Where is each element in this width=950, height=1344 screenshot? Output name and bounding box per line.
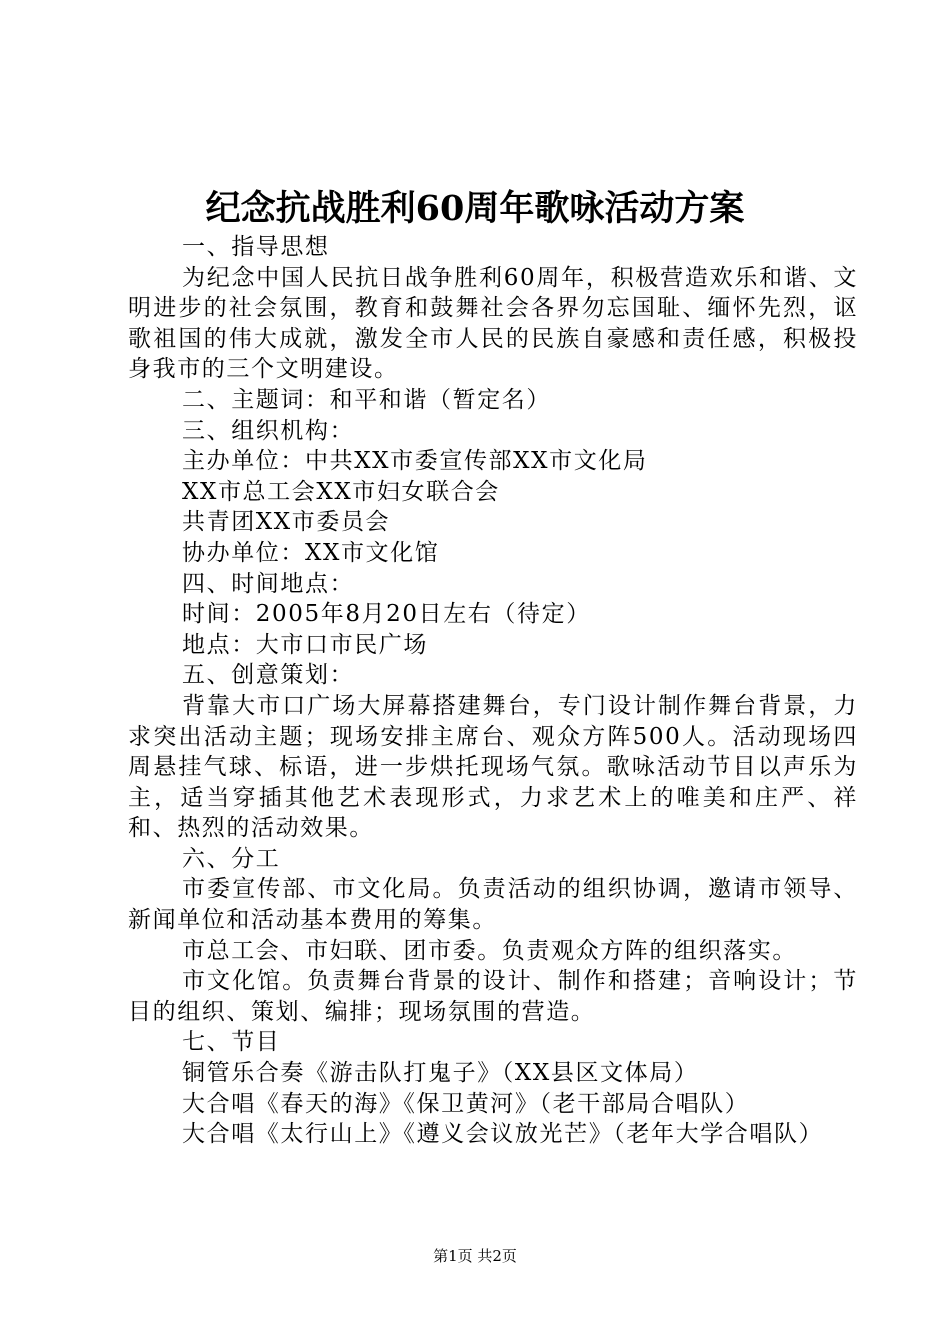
paragraph-guiding-thought: 为纪念中国人民抗日战争胜利60周年，积极营造欢乐和谐、文明进步的社会氛围，教育和鼓舞社会各界勿忘国耻、缅怀先烈，讴歌祖国的伟大成就，激发全市人民的民族自豪感和责任感，积极投身我市的三个文明建设。	[128, 264, 858, 383]
section-heading-time-place: 四、时间地点：	[182, 570, 355, 597]
paragraph-division-union: 市总工会、市妇联、团市委。负责观众方阵的组织落实。	[182, 937, 797, 964]
section-heading-creative-plan: 五、创意策划：	[182, 662, 355, 689]
paragraph-division-publicity: 市委宣传部、市文化局。负责活动的组织协调，邀请市领导、新闻单位和活动基本费用的筹集。	[128, 876, 858, 934]
paragraph-host-units-3: 共青团XX市委员会	[182, 509, 391, 536]
section-heading-organization: 三、组织机构：	[182, 417, 355, 444]
paragraph-creative-plan: 背靠大市口广场大屏幕搭建舞台，专门设计制作舞台背景，力求突出活动主题；现场安排主席台、观众方阵500人。活动现场四周悬挂气球、标语，进一步烘托现场气氛。歌咏活动节目以声乐为主，适当穿插其他艺术表现形式，力求艺术上的唯美和庄严、祥和、热烈的活动效果。	[128, 692, 858, 842]
section-heading-program: 七、节目	[182, 1029, 281, 1056]
program-item: 铜管乐合奏《游击队打鬼子》（XX县区文体局）	[182, 1060, 699, 1087]
section-heading-guiding-thought: 一、指导思想	[182, 234, 330, 260]
document-body	[128, 232, 858, 1150]
page-footer: 第1页 共2页	[433, 1247, 517, 1265]
paragraph-time: 时间：2005年8月20日左右（待定）	[182, 601, 591, 628]
program-item: 大合唱《太行山上》《遵义会议放光芒》（老年大学合唱队）	[182, 1121, 824, 1148]
paragraph-host-units-2: XX市总工会XX市妇女联合会	[182, 478, 500, 505]
paragraph-host-units: 主办单位：中共XX市委宣传部XX市文化局	[182, 448, 648, 475]
section-heading-division: 六、分工	[182, 845, 281, 872]
paragraph-co-host: 协办单位：XX市文化馆	[182, 539, 440, 566]
program-item: 大合唱《春天的海》《保卫黄河》（老干部局合唱队）	[182, 1090, 750, 1117]
section-heading-theme: 二、主题词：和平和谐（暂定名）	[182, 386, 551, 413]
document-title: 纪念抗战胜利60周年歌咏活动方案	[205, 188, 745, 229]
paragraph-division-culture-center: 市文化馆。负责舞台背景的设计、制作和搭建；音响设计；节目的组织、策划、编排；现场氛围的营造。	[128, 968, 858, 1025]
paragraph-place: 地点：大市口市民广场	[182, 631, 428, 658]
